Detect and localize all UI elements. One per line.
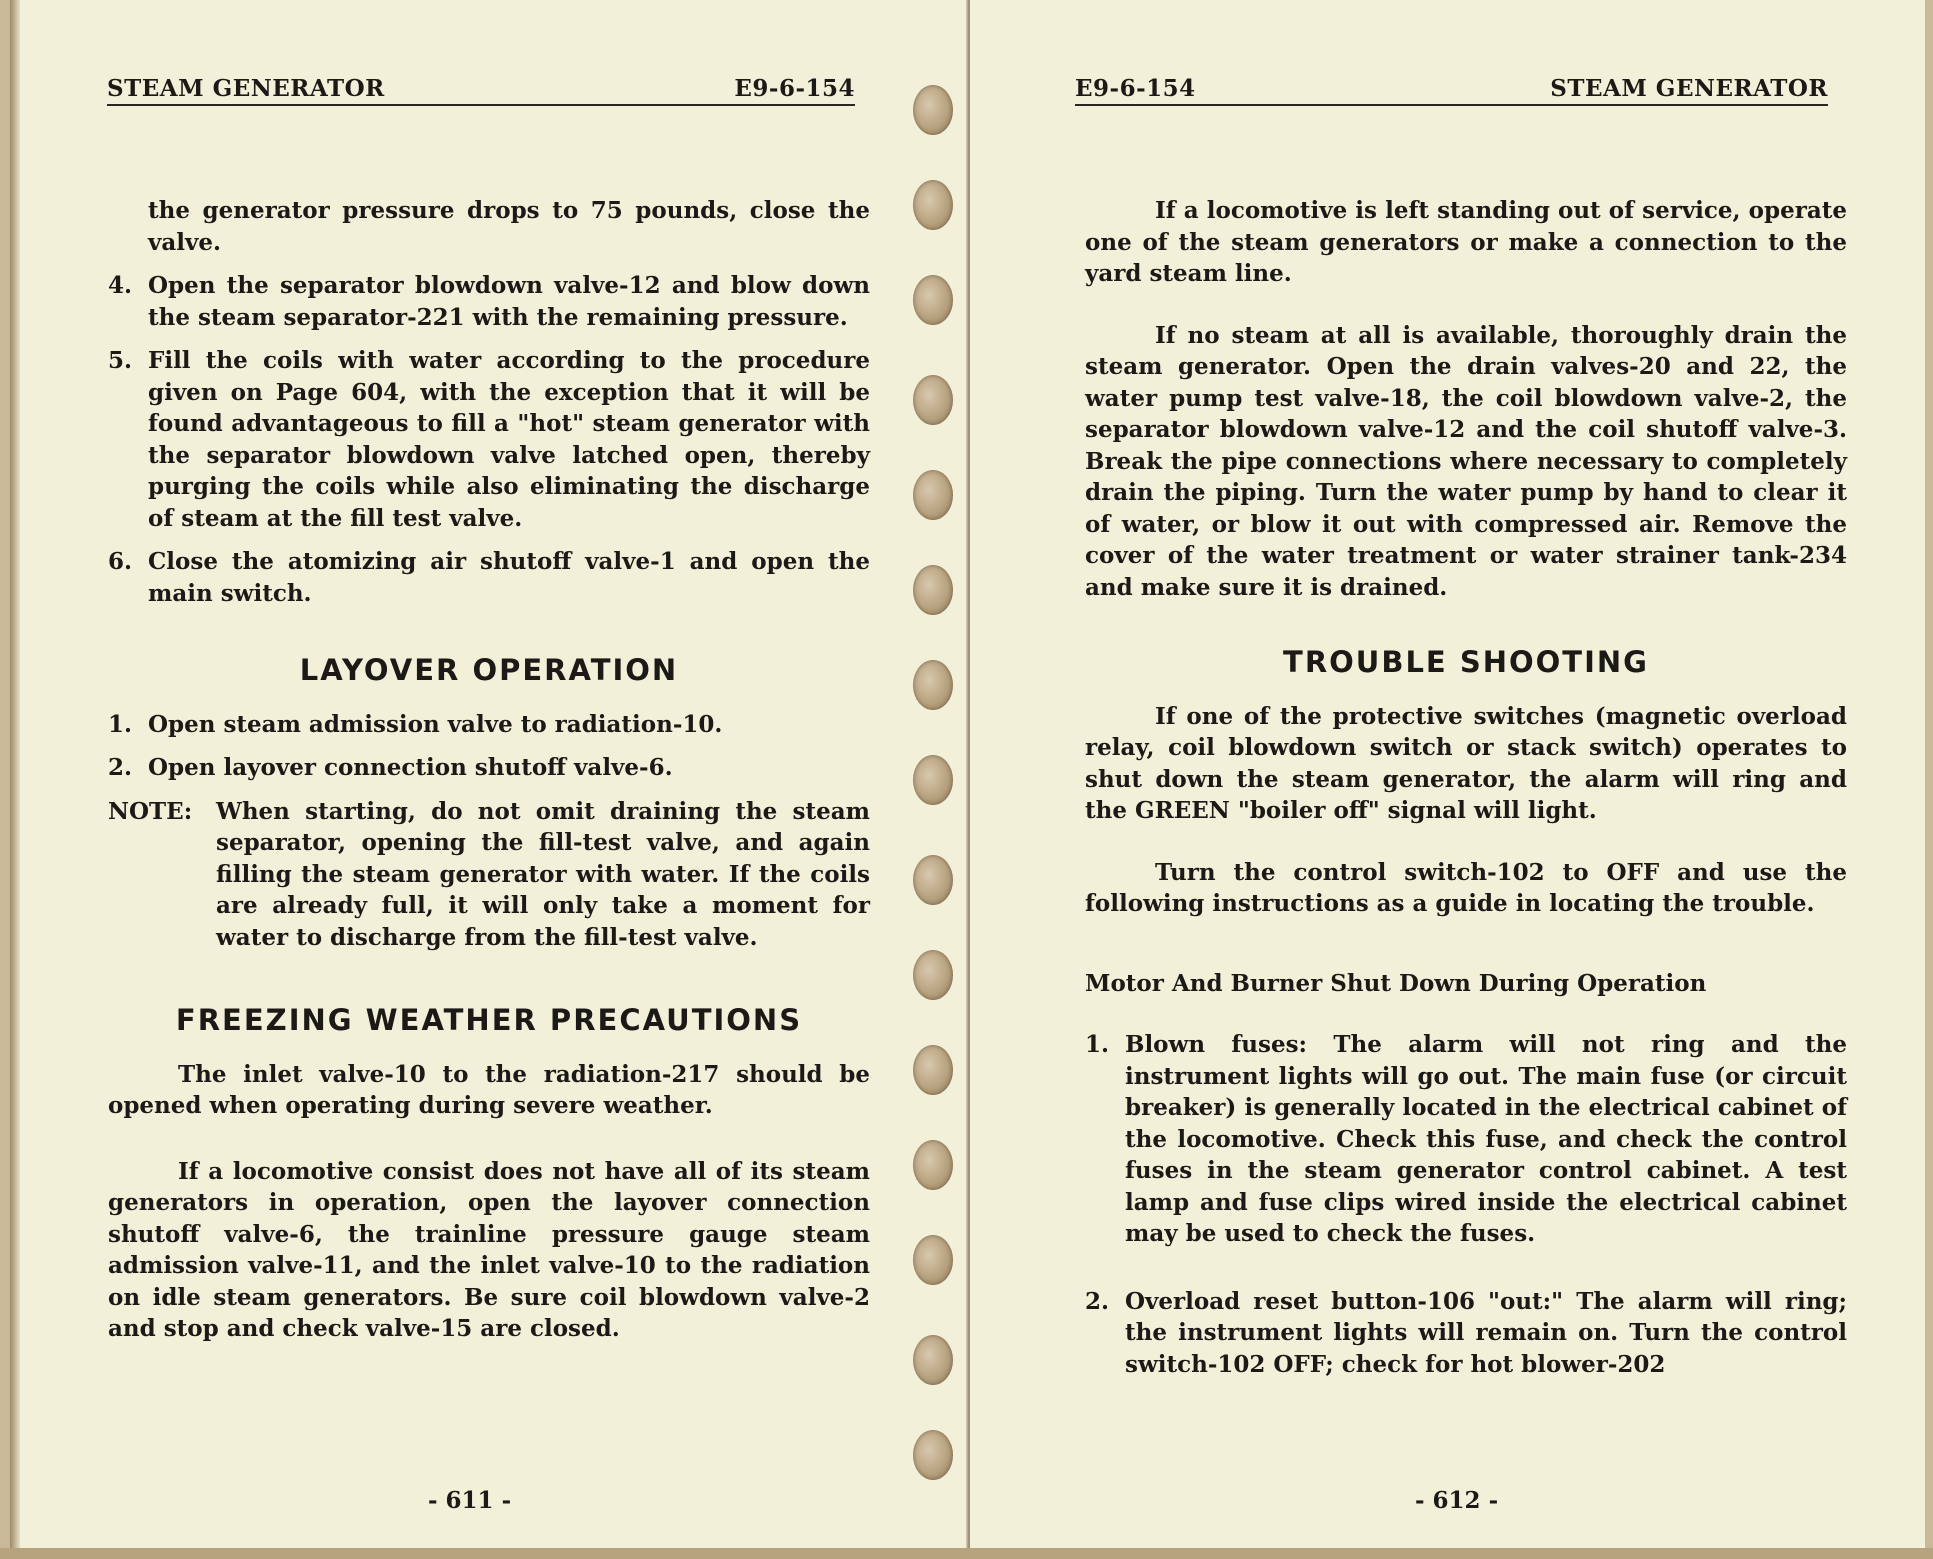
step-text: Fill the coils with water according to the procedure given on Page 604, with the exception that it will be found advantageous to fill a "hot" steam generator with the separator blowdown valve latched open, thereby purging the coils while also eliminating the discharge of steam at the fill test valve.	[148, 347, 870, 532]
freezing-paragraph: If a locomotive consist does not have all of its steam generators in operation, open the layover connection shutoff valve-6, the trainline pressure gauge steam admission valve-11, and the inlet valve-10 to the radiation on idle steam generators. Be sure coil blowdown valve-2 and stop and check valve-15 are closed.	[108, 1157, 870, 1342]
step-item	[108, 270, 870, 333]
note-text: When starting, do not omit draining the steam separator, opening the fill-test valve, and again filling the steam generator with water. If the coils are already full, it will only take a moment for water to discharge from the fill-test valve.	[216, 797, 870, 951]
step-number: 4.	[108, 272, 133, 299]
page-number: - 612 -	[1415, 1487, 1499, 1514]
binding-hole	[913, 180, 953, 230]
note-block	[108, 796, 870, 954]
binding-hole	[913, 275, 953, 325]
subheading: Motor And Burner Shut Down During Operation	[1085, 969, 1707, 997]
left-page-header	[107, 68, 855, 106]
right-page	[970, 0, 1925, 1548]
step-text: Open the separator blowdown valve-12 and blow down the steam separator-221 with the remaining pressure.	[148, 272, 870, 331]
page-number: - 611 -	[428, 1487, 512, 1514]
binding-hole	[913, 1235, 953, 1285]
step-item	[108, 546, 870, 609]
binding-hole	[913, 660, 953, 710]
layover-heading: LAYOVER OPERATION	[299, 653, 679, 687]
paragraph: If a locomotive is left standing out of service, operate one of the steam generators or make a connection to the yard steam line.	[1085, 197, 1847, 287]
layover-step	[108, 752, 870, 784]
paragraph: If one of the protective switches (magnetic overload relay, coil blowdown switch or stack switch) operates to shut down the steam generator, the alarm will ring and the GREEN "boiler off" signal will light.	[1085, 702, 1847, 824]
binding-hole	[913, 1430, 953, 1480]
binding-hole	[913, 1335, 953, 1385]
step-item	[108, 345, 870, 534]
left-page-body	[108, 195, 870, 1371]
layover-step	[108, 709, 870, 741]
binding-hole	[913, 855, 953, 905]
right-page-body	[1085, 195, 1847, 1392]
binding-hole	[913, 950, 953, 1000]
page-edge-shadow	[10, 0, 20, 1548]
step-number: 5.	[108, 347, 133, 374]
binding-holes-left	[906, 0, 960, 1548]
right-header-title: STEAM GENERATOR	[1550, 75, 1828, 102]
note-label: NOTE:	[108, 797, 193, 825]
binding-hole	[913, 85, 953, 135]
freezing-heading: FREEZING WEATHER PRECAUTIONS	[175, 1003, 803, 1037]
paragraph: If no steam at all is available, thoroughly drain the steam generator. Open the drain valves-20 and 22, the water pump test valve-18, the coil blowdown valve-2, the separator blowdown valve-12 and the coil shutoff valve-3. Break the pipe connections where necessary to completely drain the piping. Turn the water pump by hand to clear it of water, or blow it out with compressed air. Remove the cover of the water treatment or water strainer tank-234 and make sure it is drained.	[1085, 321, 1847, 601]
binding-hole	[913, 470, 953, 520]
trouble-step	[1085, 1029, 1847, 1250]
paragraph: Turn the control switch-102 to OFF and use the following instructions as a guide in locating the trouble.	[1085, 858, 1847, 917]
step-number: 2.	[108, 754, 133, 781]
step-text: Blown fuses: The alarm will not ring and the instrument lights will go out. The main fuse (or circuit breaker) is generally located in the electrical cabinet of the locomotive. Check this fuse, and check the control fuses in the steam generator control cabinet. A test lamp and fuse clips wired inside the electrical cabinet may be used to check the fuses.	[1125, 1031, 1847, 1247]
binding-hole	[913, 565, 953, 615]
step-text: Open layover connection shutoff valve-6.	[148, 754, 673, 781]
binding-hole	[913, 1045, 953, 1095]
step-number: 2.	[1085, 1287, 1110, 1315]
left-page	[10, 0, 968, 1548]
left-header-code: E9-6-154	[734, 75, 855, 102]
binding-hole	[913, 375, 953, 425]
binding-hole	[913, 1140, 953, 1190]
binding-hole	[913, 755, 953, 805]
trouble-step	[1085, 1286, 1847, 1381]
continuation-text: the generator pressure drops to 75 pounds, close the valve.	[148, 197, 870, 256]
step-number: 1.	[108, 710, 133, 738]
step-text: Open steam admission valve to radiation-10.	[148, 710, 723, 738]
trouble-heading: TROUBLE SHOOTING	[1283, 645, 1649, 679]
right-page-header	[1075, 68, 1828, 106]
step-text: Close the atomizing air shutoff valve-1 and open the main switch.	[148, 548, 870, 607]
step-text: Overload reset button-106 "out:" The alarm will ring; the instrument lights will remain on. Turn the control switch-102 OFF; check for hot blower-202	[1125, 1287, 1847, 1378]
freezing-paragraph: The inlet valve-10 to the radiation-217 should be opened when operating during severe weather.	[108, 1060, 870, 1119]
step-number: 1.	[1085, 1031, 1110, 1058]
left-header-title: STEAM GENERATOR	[107, 75, 385, 102]
step-number: 6.	[108, 548, 133, 575]
right-header-code: E9-6-154	[1075, 75, 1196, 102]
page-bottom-edge	[0, 1548, 1933, 1559]
